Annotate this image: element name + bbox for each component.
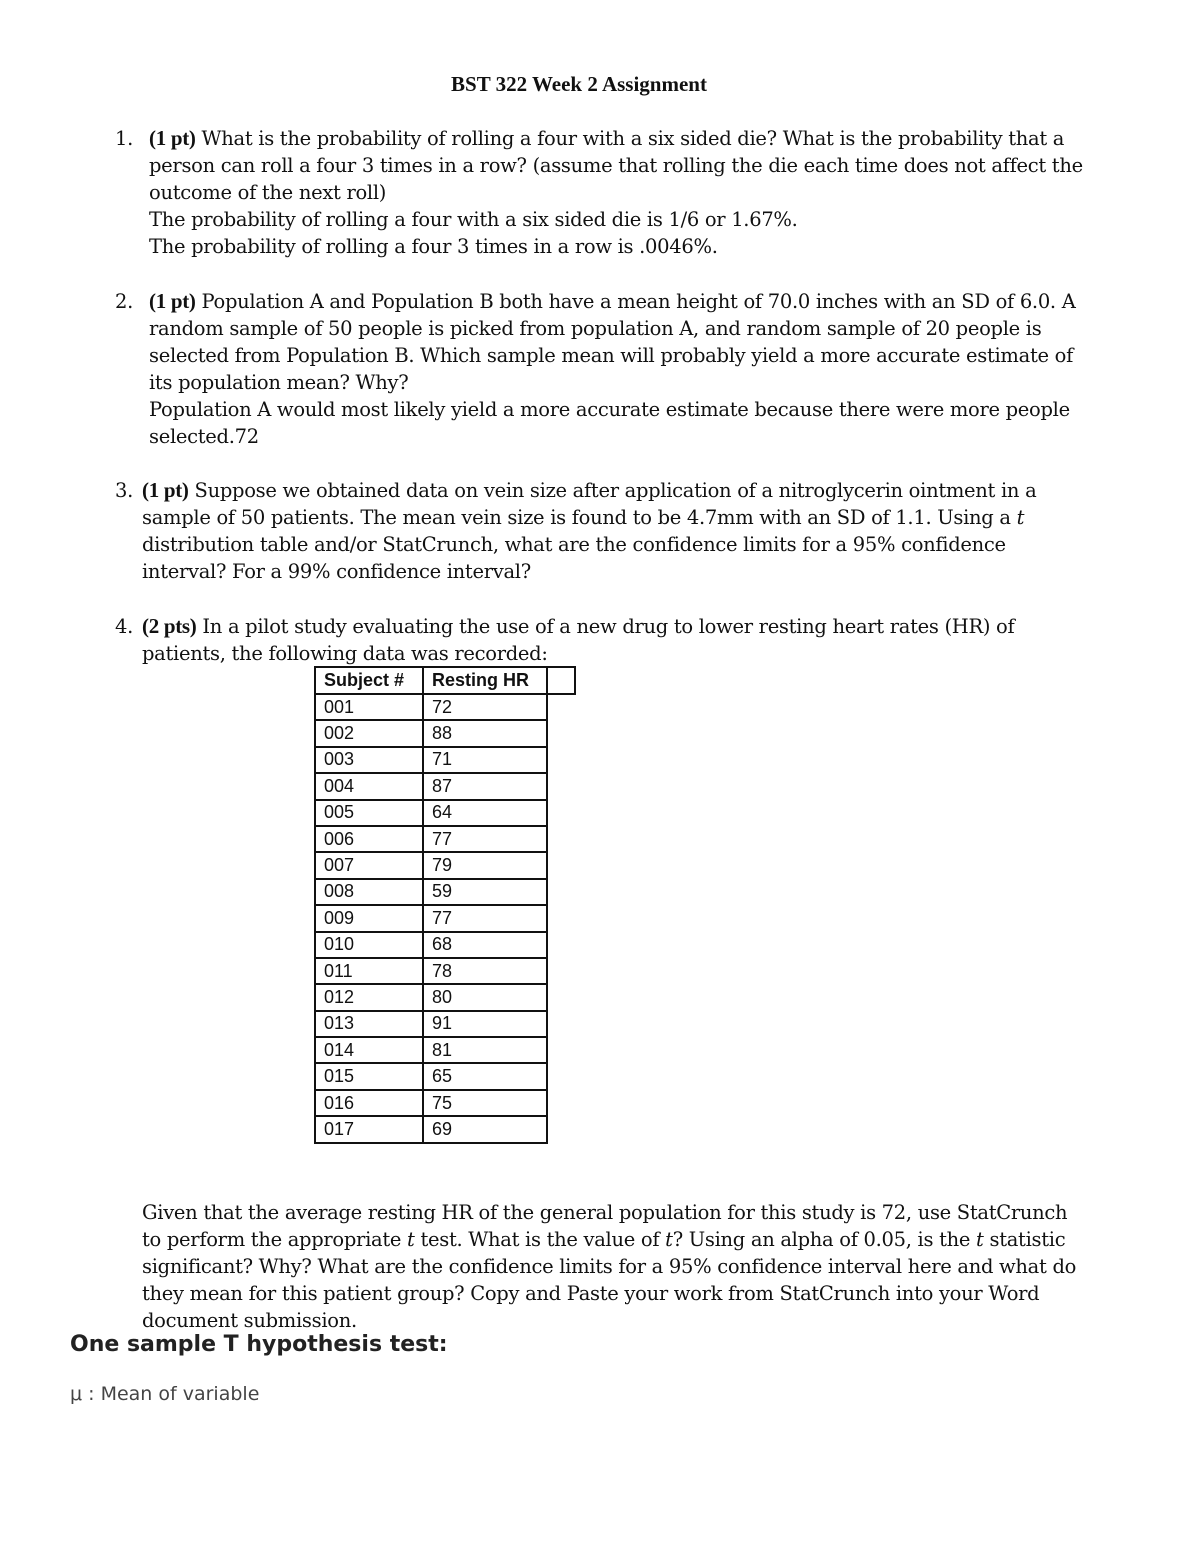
subject-cell: 016	[315, 1090, 423, 1116]
question-number: 1.	[115, 127, 134, 150]
t-symbol: t	[665, 1228, 673, 1251]
points-label: (2 pts)	[142, 614, 197, 638]
subject-cell: 009	[315, 905, 423, 931]
instruction-text: test. What is the value of	[414, 1228, 666, 1251]
table-body	[315, 694, 547, 1143]
subject-cell: 015	[315, 1063, 423, 1089]
resting-hr-cell: 64	[423, 800, 547, 826]
subject-cell: 011	[315, 958, 423, 984]
subject-cell: 013	[315, 1011, 423, 1037]
table-row	[315, 932, 547, 958]
subject-cell: 006	[315, 826, 423, 852]
table-row	[315, 1011, 547, 1037]
question-3	[115, 477, 1090, 585]
answer-line: Population A would most likely yield a more accurate estimate because there were more people selected.72	[149, 398, 1070, 448]
resting-hr-cell: 68	[423, 932, 547, 958]
t-symbol: t	[1016, 506, 1025, 529]
resting-hr-cell: 88	[423, 720, 547, 746]
subject-cell: 010	[315, 932, 423, 958]
subject-cell: 002	[315, 720, 423, 746]
mu-definition: μ : Mean of variable	[70, 1383, 260, 1405]
table-row	[315, 1090, 547, 1116]
table-row	[315, 773, 547, 799]
resting-hr-cell: 72	[423, 694, 547, 720]
resting-hr-cell: 80	[423, 984, 547, 1010]
resting-hr-cell: 79	[423, 852, 547, 878]
resting-hr-cell: 69	[423, 1116, 547, 1142]
subject-cell: 001	[315, 694, 423, 720]
table-row	[315, 720, 547, 746]
resting-hr-cell: 75	[423, 1090, 547, 1116]
resting-hr-cell: 87	[423, 773, 547, 799]
question-1	[115, 125, 1090, 260]
t-symbol: t	[976, 1228, 984, 1251]
heart-rate-table	[314, 666, 548, 1144]
table-header-row	[315, 667, 547, 694]
resting-hr-cell: 81	[423, 1037, 547, 1063]
question-4	[115, 613, 1090, 667]
subject-cell: 007	[315, 852, 423, 878]
points-label: (1 pt)	[149, 289, 196, 313]
question-2	[115, 288, 1090, 450]
table-row	[315, 747, 547, 773]
subject-cell: 012	[315, 984, 423, 1010]
subject-cell: 004	[315, 773, 423, 799]
answer-line: The probability of rolling a four with a six sided die is 1/6 or 1.67%.	[149, 208, 798, 231]
table-row	[315, 694, 547, 720]
table-row	[315, 1116, 547, 1142]
t-symbol: t	[407, 1228, 415, 1251]
resting-hr-cell: 91	[423, 1011, 547, 1037]
subject-cell: 014	[315, 1037, 423, 1063]
table-row	[315, 1037, 547, 1063]
subject-cell: 005	[315, 800, 423, 826]
points-label: (1 pt)	[149, 126, 196, 150]
instruction-text: ? Using an alpha of 0.05, is the	[672, 1228, 977, 1251]
instruction-text: Given that the average resting HR of the general population for this study is 72, use StatCrunch to perform the appropriate	[142, 1201, 1068, 1251]
section-heading: One sample T hypothesis test:	[70, 1332, 448, 1357]
resting-hr-cell: 78	[423, 958, 547, 984]
resting-hr-cell: 77	[423, 905, 547, 931]
table-row	[315, 852, 547, 878]
question-text: In a pilot study evaluating the use of a new drug to lower resting heart rates (HR) of patients, the following data was recorded:	[142, 615, 1015, 665]
resting-hr-cell: 77	[423, 826, 547, 852]
question-text: Population A and Population B both have a mean height of 70.0 inches with an SD of 6.0. A random sample of 50 people is picked from population A, and random sample of 20 people is selected from Population B. Which sample mean will probably yield a more accurate estimate of its population mean? Why?	[149, 290, 1076, 394]
subject-cell: 003	[315, 747, 423, 773]
table-row	[315, 1063, 547, 1089]
table-row	[315, 826, 547, 852]
page-title: BST 322 Week 2 Assignment	[451, 72, 707, 96]
question-number: 3.	[115, 479, 134, 502]
instruction-text: statistic significant? Why? What are the confidence limits for a 95% confidence interval here and what do they mean for this patient group? Copy and Paste your work from StatCrunch into your Word document submission.	[142, 1228, 1077, 1332]
subject-cell: 017	[315, 1116, 423, 1142]
question-text: What is the probability of rolling a four with a six sided die? What is the probability that a person can roll a four 3 times in a row? (assume that rolling the die each time does not affect the outcome of the next roll)	[149, 127, 1083, 204]
table-row	[315, 800, 547, 826]
column-header-resting-hr: Resting HR	[423, 667, 547, 694]
question-number: 4.	[115, 615, 134, 638]
table-row	[315, 958, 547, 984]
table-row	[315, 905, 547, 931]
column-header-subject: Subject #	[315, 667, 423, 694]
question-4-instructions	[142, 1199, 1092, 1334]
subject-cell: 008	[315, 879, 423, 905]
question-text: Suppose we obtained data on vein size after application of a nitroglycerin ointment in a sample of 50 patients. The mean vein size is found to be 4.7mm with an SD of 1.1. Using a	[142, 479, 1037, 529]
resting-hr-cell: 65	[423, 1063, 547, 1089]
question-text: distribution table and/or StatCrunch, what are the confidence limits for a 95% confidence interval? For a 99% confidence interval?	[142, 533, 1006, 583]
table-row	[315, 879, 547, 905]
answer-line: The probability of rolling a four 3 times in a row is .0046%.	[149, 235, 718, 258]
question-number: 2.	[115, 290, 134, 313]
resting-hr-cell: 59	[423, 879, 547, 905]
resting-hr-cell: 71	[423, 747, 547, 773]
points-label: (1 pt)	[142, 478, 189, 502]
table-row	[315, 984, 547, 1010]
